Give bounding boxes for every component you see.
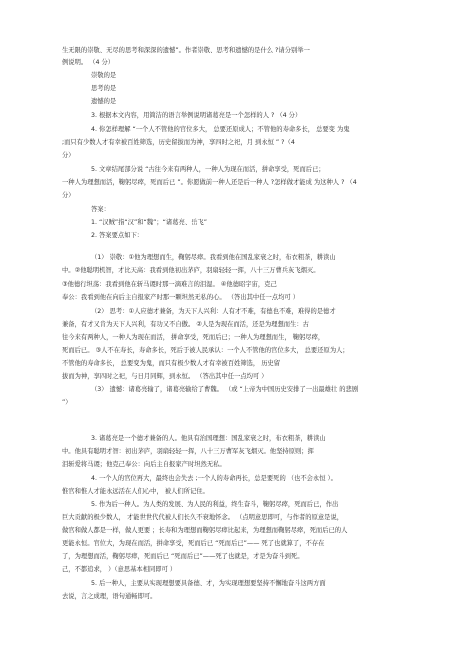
text-line: 生无限的崇敬、无尽的思考和深深的遗憾”。作者崇敬、思考和遗憾的是什么 ?请分别举一 [62, 47, 310, 54]
text-line: 例说明。 （4 分） [62, 59, 115, 66]
text-line: （1） 崇敬：①他为理想而生，鞠躬尽瘁。我看到他在国乱家衰之时，布衣粗茶，耕读山 [91, 254, 336, 261]
text-line: 3. 诸葛亮是一个德才兼备的人。他具有治国理想：国乱家衰之时，布衣粗茶，耕读山 [91, 435, 326, 442]
text-line: 往今来有两种人，一种人为现在而活， 拼命享受，死而后已；一种人为理想而生， 鞠躬尽瘁， [62, 334, 325, 341]
text-line: 奉公：我看到他在向后主自报家产时那一颗坦然无私的心。 （答出其中任一点均可 ） [62, 294, 299, 301]
text-line: 拔而为神，享四时之祀，与日月同辉，到永恒。 （答出其中任一点均可 ） [62, 373, 268, 380]
text-line: 己，不都追求， ）（意思基本相同即可 ） [62, 566, 177, 573]
text-line: 死而后已。 ③人不在寿长，寿命多长，死后于被人民承认：一个人不管他的官位多大， 总要还原为人； [62, 347, 349, 354]
text-line: 巨大贡献的极少数人， 才能世世代代被人们长久不衰地怀念。 （点明意思即可，与作者的原意是说， [62, 514, 344, 521]
text-line: 不管他的寿命多长， 总要变为鬼，而只有极少数人才有幸被百姓筛选， 历史留 [62, 360, 281, 367]
text-line: 惟官和惟人才能永远活在人们心中， 被人们所记住。 [62, 488, 209, 495]
text-line: 一种人为理想而活，鞠躬尽瘁，死而后已 ”。你愿做前一种人还是后一种人 ?怎样做才能成 为这种人 ? （4 [62, 179, 357, 186]
text-line: 2. 答案要点如下： [91, 232, 144, 239]
text-line: （3） 遗憾：诸葛亮输了，诸葛亮输给了曹魏。 （或 “上帝为中国历史安排了一出最雄壮 的悲剧 [91, 386, 359, 393]
text-line: 5. 文章结尾部分说 “古往今来有两种人，一种人为现在而活，拼命享受，死而后已； [91, 166, 325, 173]
text-line: （2） 思考：①人应德才兼备，为天下人兴利：人有才不难，有德也不难，难得的是德才 [91, 308, 336, 315]
text-line: 兼备，有才又肯为天下人兴利，有功又不自傲。 ②人是为现在而活，还是为理想而生：古 [62, 321, 309, 328]
text-line: 崇敬的是 [91, 72, 117, 79]
text-line: 中。②他聪明机智，才比天高：我看到他初出茅庐，羽扇轻轻一挥，八十三万曹兵灰飞烟灭。 [62, 267, 320, 274]
text-line: 遗憾的是 [91, 98, 117, 105]
text-line: ;而只有少数人才有幸被百姓筛选，历史留拔而为神，享四时之祀，月 到永恒 ” ?（4 [62, 139, 295, 146]
text-line: 3. 根据本文内容，用简洁的语言举例说明诸葛亮是一个怎样的人 ? （4 分） [91, 112, 302, 119]
text-line: 5. 后一种人，主要从实现理想要具备德、才，为实现理想要坚持不懈地奋斗这两方面 [91, 580, 326, 587]
text-line: 泪斩爱将马谡；他克己奉公：向后主自报家产时坦然无私。 [62, 461, 226, 468]
text-line: 中。他具有聪明才智：初出茅庐，羽扇轻轻一挥，八十三万曹军灰飞烟灭。他坚持原则；挥 [62, 448, 314, 455]
text-line: 4. 你怎样理解 “一个人不管他的官位多大， 总要还原成人；不管他的寿命多长， 总要变 为鬼 [91, 126, 350, 133]
text-line: 做官和做人都是一样，做人更要 ；长寿和为理想而鞠躬尽瘁比起来，为理想而鞠躬尽瘁，死而后已的人 [62, 527, 348, 534]
text-line: 1. “汉贼”指“汉”和“魏”；“诸葛亮、岳飞” [91, 219, 207, 226]
text-line: 答案： [91, 206, 110, 213]
text-line: 了，为理想而活，鞠躬尽瘁，死而后已 “死而后已”——死了也就是，才是为奋斗到死。 [62, 553, 304, 560]
text-line: 5. 作为后一种人。为人类的发展、为人民的利益，终生奋斗，鞠躬尽瘁，死而后已，作出 [91, 501, 339, 508]
text-line: 分） [62, 152, 75, 159]
text-line: ”） [62, 399, 72, 406]
text-line: ③他德行坦荡：我看到他在斩马谡时那一滴难言的泪湿。 ④他德昭宇宙，克己 [62, 281, 277, 288]
text-line: 分） [62, 192, 75, 199]
text-line: 4. 一个人的官位再大，最终也会失去 ;一个人的寿命再长，总是要死的 （也不会永恒 ）。 [91, 475, 337, 482]
text-line: 思考的是 [91, 85, 117, 92]
text-line: 去说，言之成理，语句通畅即可。 [62, 593, 157, 600]
text-line: 更能永恒。官位大，为现在而活，拼命享受，死而后已 “死而后已”—— 死了也就算了，不存在 [62, 540, 325, 547]
